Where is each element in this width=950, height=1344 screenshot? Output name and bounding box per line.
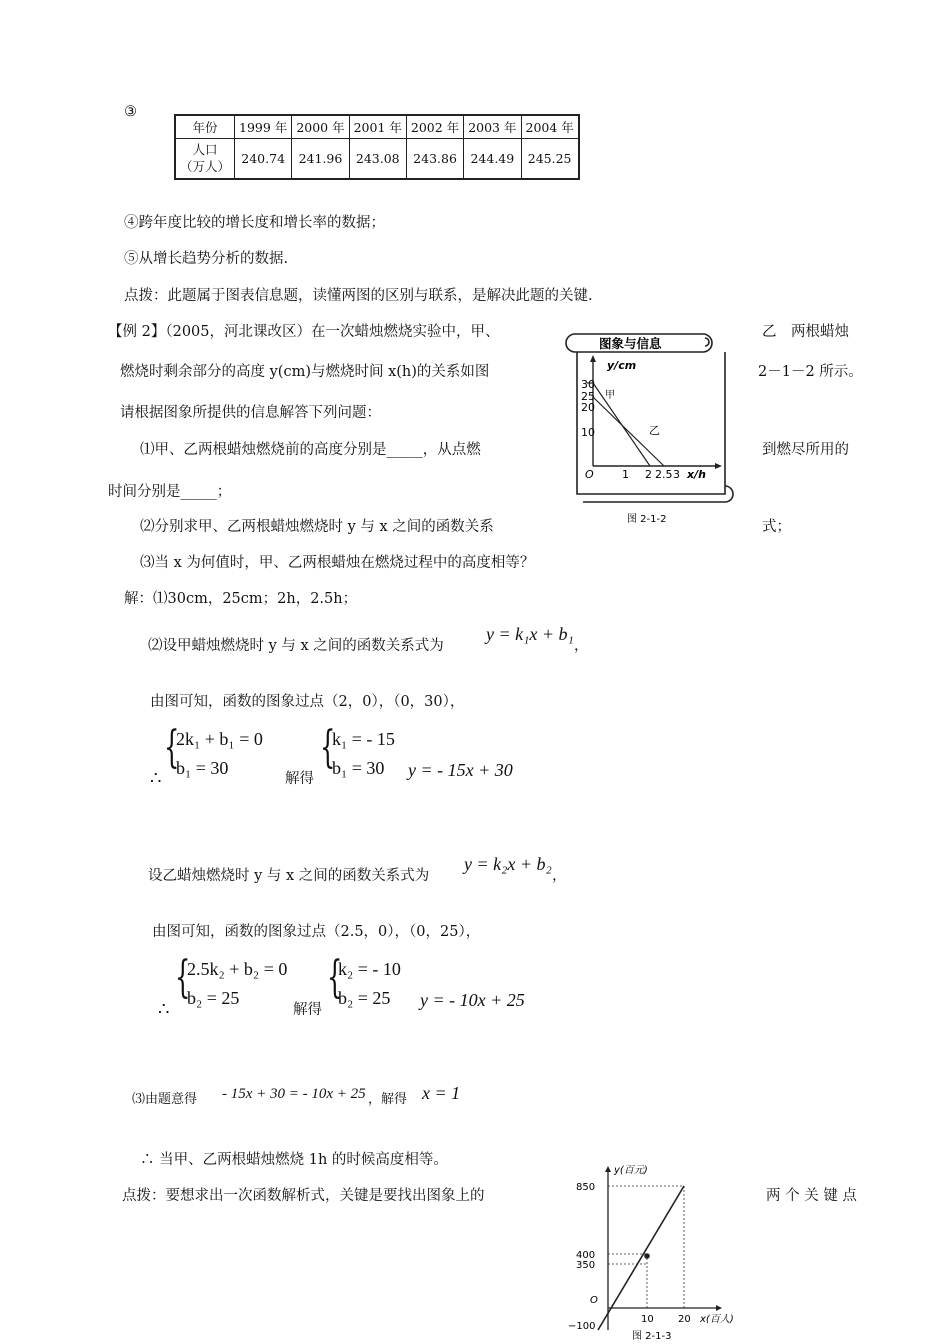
brace-1: { [164, 722, 180, 773]
table-cell: 244.49 [464, 139, 521, 179]
equation-jia-general: y = k₁x + b₁ [486, 624, 574, 644]
result-yi: y = - 10x + 25 [420, 990, 525, 1010]
brace-4: { [327, 952, 343, 1003]
solution-4-result: x = 1 [422, 1083, 461, 1103]
item-4: ④跨年度比较的增长度和增长率的数据； [124, 215, 385, 231]
system1-line1: 2k₁ + b₁ = 0 [176, 729, 263, 749]
y-axis-label: y(百元) [614, 1165, 648, 1176]
solution-3a-tail: ， [552, 868, 567, 884]
solve-1: 解得 [285, 771, 314, 787]
row-label-line1: 人口 [192, 142, 218, 158]
scroll-curl-top [705, 338, 709, 346]
y-tick-minus-100: −100 [568, 1321, 596, 1332]
example-2-line1 [108, 322, 500, 342]
solution-5: ∴ 当甲、乙两根蜡烛燃烧 1h 的时候高度相等。 [140, 1152, 448, 1168]
result-jia: y = - 15x + 30 [408, 760, 513, 780]
origin-label: O [585, 468, 594, 481]
solution-2a: ⑵设甲蜡烛燃烧时 y 与 x 之间的函数关系式为 [148, 638, 444, 654]
question-1: ⑴甲、乙两根蜡烛燃烧前的高度分别是_____，从点燃 [140, 442, 481, 458]
label-jia: 甲 [605, 390, 615, 401]
y-tick-20: 20 [581, 401, 595, 414]
table-header-cell: 2004 年 [521, 115, 579, 139]
question-1-right: 到燃尽所用的 [762, 442, 849, 458]
table-cell: 245.25 [521, 139, 579, 179]
tip-2: 点拨：要想求出一次函数解析式，关键是要找出图象上的 [122, 1188, 485, 1204]
example-2-line1-right: 乙 两根蜡烛 [762, 324, 849, 340]
solution-2a-tail: ， [574, 638, 589, 654]
x-tick-2-5: 2.5 [655, 468, 673, 481]
tip-1: 点拨：此题属于图表信息题，读懂两图的区别与联系，是解决此题的关键. [124, 288, 593, 304]
x-axis-label: x/h [687, 468, 706, 481]
system1-result2: b₁ = 30 [332, 758, 385, 778]
question-3: ⑶当 x 为何值时，甲、乙两根蜡烛在燃烧过程中的高度相等？ [140, 555, 535, 571]
brace-2: { [320, 722, 336, 773]
solution-4-mid: ，解得 [368, 1092, 408, 1107]
table-header-row [175, 115, 579, 139]
y-axis-arrow [605, 1166, 611, 1172]
figure-caption: 图 2-1-3 [632, 1331, 672, 1342]
banner-title: 图象与信息 [599, 336, 662, 351]
population-table [174, 114, 580, 180]
example-2-line3: 请根据图象所提供的信息解答下列问题： [120, 405, 381, 421]
solution-1: 解：⑴30cm，25cm；2h，2.5h； [124, 591, 358, 607]
x-tick-3: 3 [673, 468, 680, 481]
y-axis-arrow [590, 355, 596, 362]
x-axis-arrow [716, 1305, 722, 1311]
question-2-right: 式； [762, 519, 791, 535]
example-intro: （2005，河北课改区）在一次蜡烛燃烧实验中，甲、 [165, 324, 500, 340]
table-header-cell: 2003 年 [464, 115, 521, 139]
y-tick-400: 400 [576, 1250, 596, 1261]
table-header-cell: 年份 [175, 115, 235, 139]
therefore-2: ∴ [158, 999, 170, 1019]
figure-caption: 图 2-1-2 [627, 514, 667, 525]
solution-3a: 设乙蜡烛燃烧时 y 与 x 之间的函数关系式为 [148, 868, 430, 884]
example-2-line2-right: 2－1－2 所示。 [758, 364, 863, 380]
system1-result1: k₁ = - 15 [332, 729, 395, 749]
solution-2b: 由图可知，函数的图象过点（2，0），（0，30）， [150, 694, 465, 710]
x-tick-20: 20 [678, 1314, 691, 1325]
point-marker [644, 1253, 650, 1259]
y-tick-30: 30 [581, 378, 595, 391]
figure-2-1-2 [565, 326, 745, 526]
table-row [175, 139, 579, 179]
example-tag: 【例 2】 [108, 324, 166, 340]
table-header-cell: 2000 年 [292, 115, 349, 139]
y-axis-label: y/cm [607, 359, 637, 372]
system1-line2: b₁ = 30 [176, 758, 229, 778]
tip-2-right: 两 个 关 键 点 [766, 1188, 857, 1204]
table-cell: 243.08 [349, 139, 406, 179]
item-3-marker: ③ [124, 104, 137, 120]
table-cell: 240.74 [235, 139, 292, 179]
system2-result1: k₂ = - 10 [338, 959, 401, 979]
table-cell: 241.96 [292, 139, 349, 179]
question-1-cont: 时间分别是_____； [108, 484, 232, 500]
system2-result2: b₂ = 25 [338, 988, 391, 1008]
origin-label: O [590, 1295, 598, 1306]
row-label-line2: （万人） [180, 159, 231, 175]
example-2-line2: 燃烧时剩余部分的高度 y(cm)与燃烧时间 x(h)的关系如图 [120, 364, 490, 380]
x-axis-label: x(百人) [700, 1314, 734, 1325]
table-header-cell: 2001 年 [349, 115, 406, 139]
x-tick-1: 1 [622, 468, 629, 481]
system2-line1: 2.5k₂ + b₂ = 0 [187, 959, 288, 979]
brace-3: { [175, 952, 191, 1003]
equation-yi-general: y = k₂x + b₂ [464, 854, 552, 874]
y-tick-25: 25 [581, 390, 595, 403]
solve-2: 解得 [293, 1002, 322, 1018]
item-5: ⑤从增长趋势分析的数据. [124, 251, 289, 267]
solution-4-equation: - 15x + 30 = - 10x + 25 [222, 1086, 366, 1102]
table-cell: 243.86 [406, 139, 463, 179]
figure-2-1-3 [560, 1160, 760, 1344]
solution-3b: 由图可知，函数的图象过点（2.5，0），（0，25）， [152, 924, 481, 940]
table-header-cell: 1999 年 [235, 115, 292, 139]
x-axis-arrow [715, 463, 722, 469]
x-tick-10: 10 [641, 1314, 654, 1325]
y-tick-850: 850 [576, 1182, 596, 1193]
system2-line2: b₂ = 25 [187, 988, 240, 1008]
x-tick-2: 2 [645, 468, 652, 481]
y-tick-350: 350 [576, 1260, 596, 1271]
therefore-1: ∴ [150, 768, 162, 788]
y-tick-10: 10 [581, 426, 595, 439]
table-row-label [175, 139, 235, 179]
table-header-cell: 2002 年 [406, 115, 463, 139]
question-2: ⑵分别求甲、乙两根蜡烛燃烧时 y 与 x 之间的函数关系 [140, 519, 494, 535]
solution-4-prefix: ⑶由题意得 [132, 1092, 198, 1107]
label-yi: 乙 [649, 424, 660, 437]
